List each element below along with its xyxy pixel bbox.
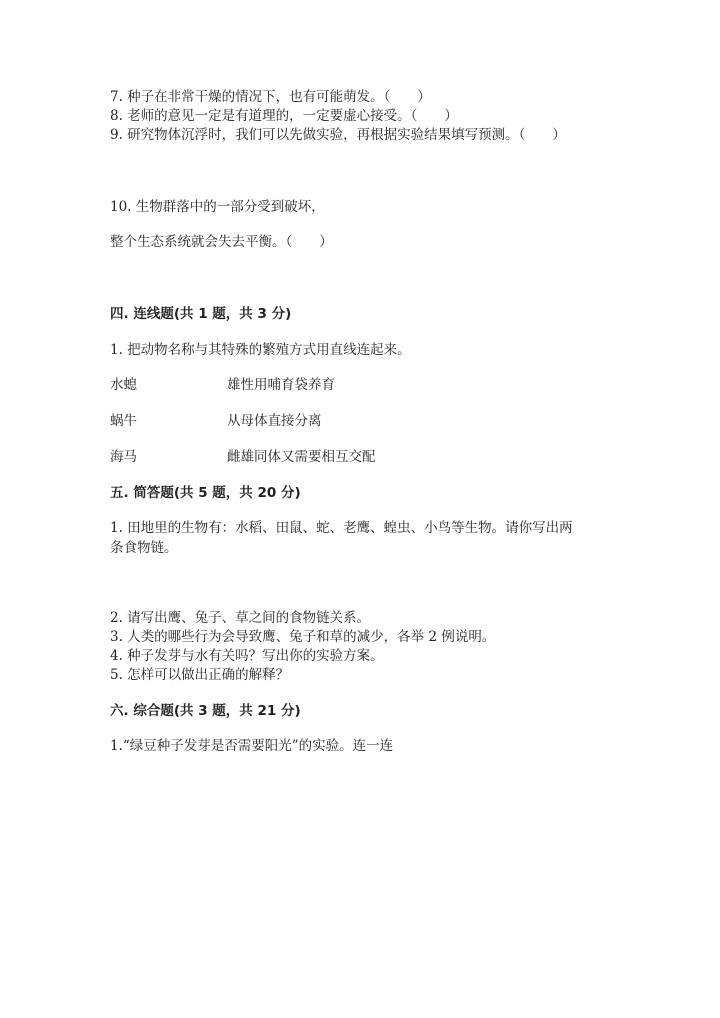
short-answer-q1-line2: 条食物链。 (110, 540, 178, 556)
section-6-heading: 六. 综合题(共 3 题，共 21 分) (110, 703, 301, 719)
match-right-item: 雄性用哺育袋养育 (227, 377, 335, 393)
short-answer-q3: 3. 人类的哪些行为会导致鹰、兔子和草的减少，各举 2 例说明。 (110, 629, 496, 645)
section-4-question: 1. 把动物名称与其特殊的繁殖方式用直线连起来。 (110, 342, 411, 358)
judgment-item-8: 8. 老师的意见一定是有道理的，一定要虚心接受。（ ） (110, 108, 458, 124)
judgment-item-7: 7. 种子在非常干燥的情况下，也有可能萌发。（ ） (110, 89, 431, 105)
judgment-item-9: 9. 研究物体沉浮时，我们可以先做实验，再根据实验结果填写预测。（ ） (110, 127, 566, 143)
section-5-heading: 五. 简答题(共 5 题，共 20 分) (110, 485, 301, 501)
match-left-item: 海马 (110, 449, 137, 465)
short-answer-q4: 4. 种子发芽与水有关吗？写出你的实验方案。 (110, 648, 384, 664)
match-left-item: 水螅 (110, 377, 137, 393)
comprehensive-q1: 1.“绿豆种子发芽是否需要阳光”的实验。连一连 (110, 738, 394, 754)
judgment-item-10-line1: 10. 生物群落中的一部分受到破坏， (110, 199, 325, 215)
match-left-item: 蜗牛 (110, 413, 137, 429)
short-answer-q5: 5. 怎样可以做出正确的解释？ (110, 667, 290, 683)
short-answer-q2: 2. 请写出鹰、兔子、草之间的食物链关系。 (110, 610, 371, 626)
section-4-heading: 四. 连线题(共 1 题，共 3 分) (110, 306, 292, 322)
match-right-item: 从母体直接分离 (227, 413, 322, 429)
match-right-item: 雌雄同体又需要相互交配 (227, 449, 376, 465)
short-answer-q1-line1: 1. 田地里的生物有：水稻、田鼠、蛇、老鹰、蝗虫、小鸟等生物。请你写出两 (110, 520, 573, 536)
judgment-item-10-line2: 整个生态系统就会失去平衡。（ ） (110, 234, 333, 250)
